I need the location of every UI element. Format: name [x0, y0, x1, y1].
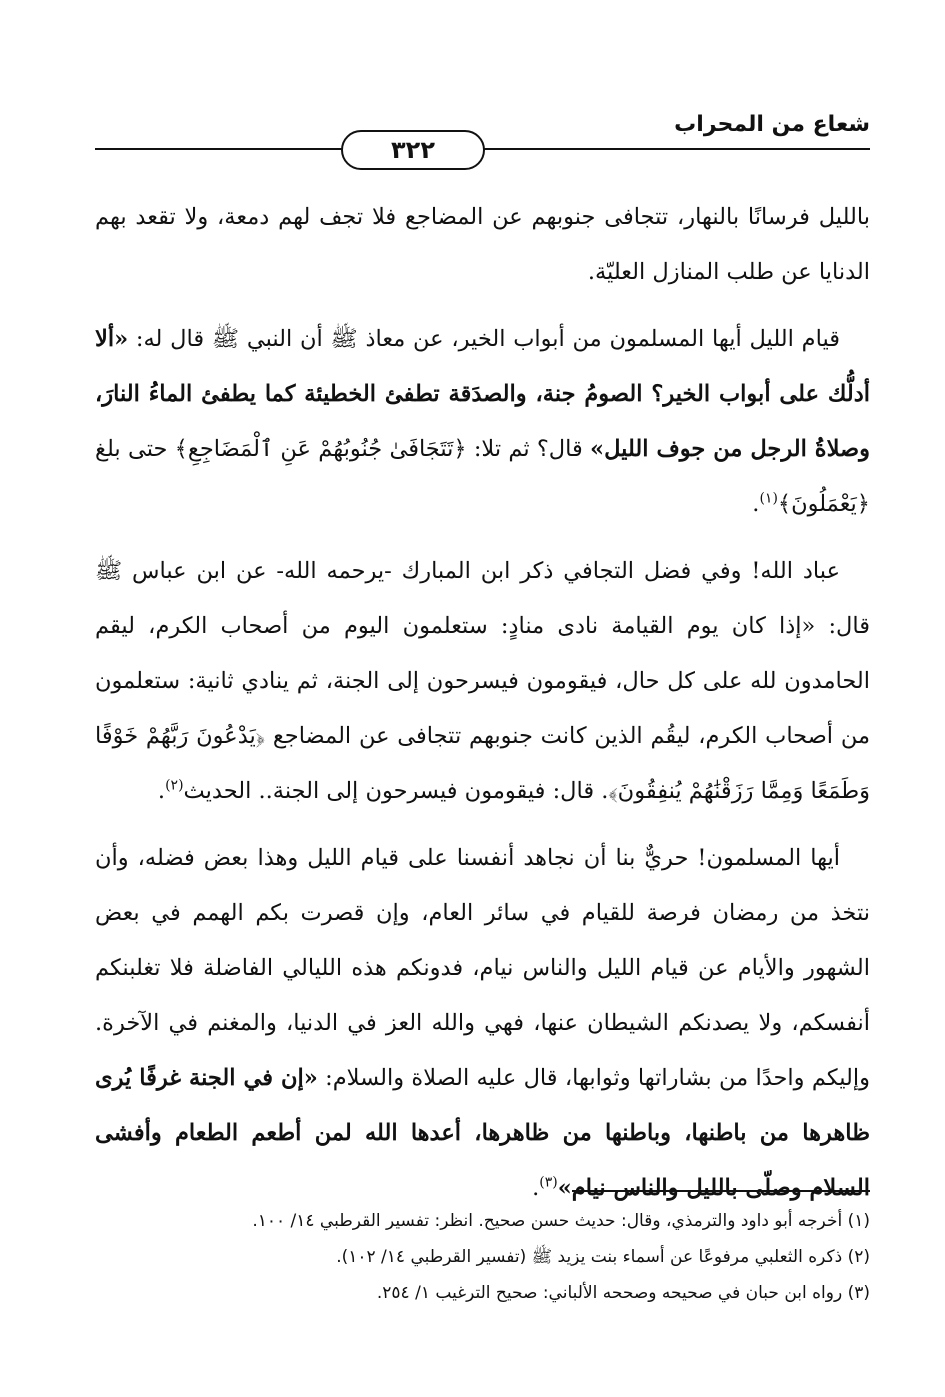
- footnotes: [95, 1203, 870, 1311]
- footnote-ref-2[interactable]: (٢): [165, 777, 184, 794]
- footnote-ref-1[interactable]: (١): [759, 490, 778, 507]
- paragraph-2-end: .: [752, 491, 760, 517]
- paragraph-4-text: أيها المسلمون! حريٌّ بنا أن نجاهد أنفسنا على قيام الليل وهذا بعض فضله، وأن نتخذ من رمضان فرصة للقيام في سائر العام، وإن قصرت بكم الهمم في بعض الشهور والأيام عن قيام الليل والناس نيام، فدونكم هذه الليالي الفاضلة فلا تغلبنكم أنفسكم، ولا يصدنكم الشيطان عنها، فهي والله العز في الدنيا، والمغنم في الآخرة. وإليكم واحدًا من بشاراتها وثوابها، قال عليه الصلاة والسلام:: [95, 845, 871, 1091]
- page-header: [95, 108, 870, 164]
- footnote-3: (٣) رواه ابن حبان في صحيحه وصححه الألباني: صحيح الترغيب ١/ ٢٥٤.: [376, 1283, 870, 1303]
- paragraph-3-end: .: [157, 778, 166, 804]
- footnote-rule: [572, 1190, 870, 1192]
- hadith-quote-1: «ألا أدلُّك على أبواب الخير؟ الصومُ جنة، والصدَقة تطفئ الخطيئة كما يطفئ الماءُ النارَ، وصلاةُ الرجل من جوف الليل»: [95, 326, 870, 462]
- footnote-1: (١) أخرجه أبو داود والترمذي، وقال: حديث حسن صحيح. انظر: تفسير القرطبي ١٤/ ١٠٠.: [252, 1211, 870, 1231]
- paragraph-2-intro: قيام الليل أيها المسلمون من أبواب الخير، عن معاذ ﷺ أن النبي ﷺ قال له:: [128, 326, 840, 352]
- paragraph-3: [95, 544, 870, 819]
- paragraph-2-verse: قال؟ ثم تلا: ﴿تَتَجَافَىٰ جُنُوبُهُمْ عَنِ ٱلْمَضَاجِعِ﴾ حتى بلغ ﴿يَعْمَلُونَ﴾: [95, 436, 870, 517]
- paragraph-4: [95, 831, 870, 1216]
- paragraph-4-end: .: [532, 1175, 540, 1201]
- main-text: [95, 190, 870, 1228]
- paragraph-1: بالليل فرسانًا بالنهار، تتجافى جنوبهم عن المضاجع فلا تجف لهم دمعة، ولا تقعد بهم الدنايا عن طلب المنازل العليّة.: [95, 204, 870, 285]
- book-title: شعاع من المحراب: [674, 112, 870, 137]
- hadith-quote-2: «إن في الجنة غرفًا يُرى ظاهرها من باطنها، وباطنها من ظاهرها، أعدها الله لمن أطعم الطعام وأفشى السلام وصلّى بالليل والناس نيام»: [95, 1065, 870, 1201]
- paragraph-2: [95, 312, 870, 532]
- paragraph-3-text: عباد الله! وفي فضل التجافي ذكر ابن المبارك -يرحمه الله- عن ابن عباس ﷺ قال: «إذا كان يوم القيامة نادى منادٍ: ستعلمون اليوم من أصحاب الكرم، ليقم الحامدون لله على كل حال، فيقومون فيسرحون إلى الجنة، ثم ينادي ثانية: ستعلمون من أصحاب الكرم، ليقُم الذين كانت جنوبهم تتجافى عن المضاجع ﴿يَدْعُونَ رَبَّهُمْ خَوْفًا وَطَمَعًا وَمِمَّا رَزَقْنَٰهُمْ يُنفِقُونَ﴾. قال: فيقومون فيسرحون إلى الجنة.. الحديث: [95, 558, 870, 804]
- footnote-ref-3[interactable]: (٣): [539, 1174, 558, 1191]
- page-number: ٣٢٢: [341, 130, 485, 170]
- footnote-2: (٢) ذكره الثعلبي مرفوعًا عن أسماء بنت يزيد ﷺ (تفسير القرطبي ١٤/ ١٠٢).: [336, 1247, 870, 1267]
